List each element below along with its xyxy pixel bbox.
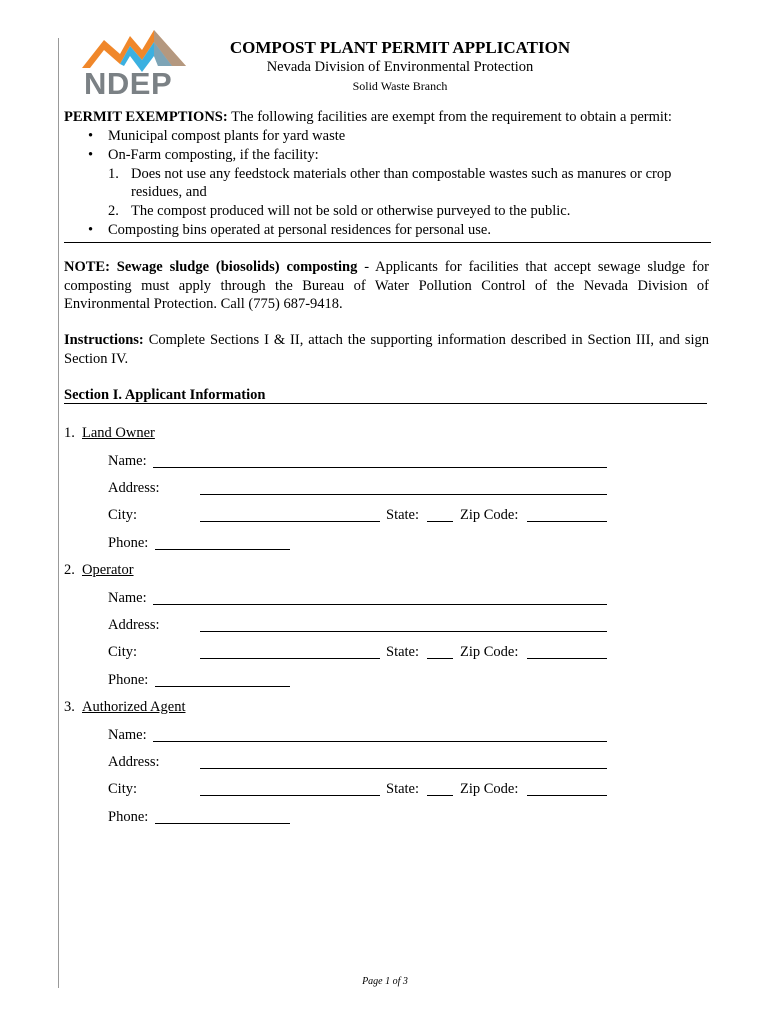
group-title-authorized-agent: Authorized Agent bbox=[82, 699, 186, 715]
address-label: Address: bbox=[108, 754, 160, 770]
agent-city-field[interactable] bbox=[200, 795, 380, 796]
city-label: City: bbox=[108, 781, 138, 797]
note-text: - Applicants for facilities that accept sewage sludge for composting must apply through the Bureau of Water Pollution Control of the Nevada Division of Environmental Protection. Call (775) 687-9418. bbox=[64, 259, 710, 312]
note-subject: Sewage sludge (biosolids) composting bbox=[116, 259, 358, 275]
divider bbox=[64, 242, 711, 243]
sub-item-number: 1. bbox=[108, 166, 119, 182]
group-number: 3. bbox=[64, 699, 75, 715]
operator-zip-field[interactable] bbox=[527, 658, 607, 659]
name-label: Name: bbox=[108, 590, 147, 606]
land-owner-zip-field[interactable] bbox=[527, 521, 607, 522]
address-label: Address: bbox=[108, 617, 160, 633]
operator-address-field[interactable] bbox=[200, 631, 607, 632]
logo-text: NDEP bbox=[84, 66, 173, 101]
bullet-bins: Composting bins operated at personal residences for personal use. bbox=[108, 222, 491, 238]
city-label: City: bbox=[108, 644, 138, 660]
name-label: Name: bbox=[108, 453, 147, 469]
left-margin-rule bbox=[58, 38, 59, 988]
agent-phone-field[interactable] bbox=[155, 823, 290, 824]
instructions-text: Complete Sections I & II, attach the supporting information described in Section III, and sign Section IV. bbox=[64, 332, 710, 367]
instructions-label: Instructions: bbox=[64, 332, 144, 348]
bullet-item: • bbox=[88, 147, 94, 163]
instructions-paragraph bbox=[64, 331, 709, 368]
zip-label: Zip Code: bbox=[460, 644, 519, 660]
state-label: State: bbox=[386, 644, 420, 660]
operator-phone-field[interactable] bbox=[155, 686, 290, 687]
page-title: COMPOST PLANT PERMIT APPLICATION bbox=[229, 38, 571, 57]
zip-label: Zip Code: bbox=[460, 507, 519, 523]
land-owner-state-field[interactable] bbox=[427, 521, 453, 522]
sub-item-compost-sale: The compost produced will not be sold or otherwise purveyed to the public. bbox=[131, 203, 571, 219]
city-label: City: bbox=[108, 507, 138, 523]
bullet-onfarm: On-Farm composting, if the facility: bbox=[108, 147, 319, 163]
sub-item-feedstock: Does not use any feedstock materials other than compostable wastes such as manures or crop bbox=[131, 166, 672, 182]
bullet-municipal: Municipal compost plants for yard waste bbox=[108, 128, 346, 144]
state-label: State: bbox=[386, 781, 420, 797]
group-number: 2. bbox=[64, 562, 75, 578]
sub-item-number: 2. bbox=[108, 203, 119, 219]
land-owner-name-field[interactable] bbox=[153, 467, 607, 468]
agent-zip-field[interactable] bbox=[527, 795, 607, 796]
group-title-land-owner: Land Owner bbox=[82, 425, 155, 441]
state-label: State: bbox=[386, 507, 420, 523]
exemptions-heading: PERMIT EXEMPTIONS: bbox=[64, 109, 228, 125]
group-title-operator: Operator bbox=[82, 562, 134, 578]
bullet-item: • bbox=[88, 222, 94, 238]
group-number: 1. bbox=[64, 425, 75, 441]
phone-label: Phone: bbox=[108, 535, 149, 551]
sub-item-feedstock-cont: residues, and bbox=[131, 184, 207, 200]
agent-name-field[interactable] bbox=[153, 741, 607, 742]
address-label: Address: bbox=[108, 480, 160, 496]
agency-name: Nevada Division of Environmental Protection bbox=[266, 59, 534, 75]
section-heading-rule bbox=[64, 403, 707, 404]
agent-address-field[interactable] bbox=[200, 768, 607, 769]
land-owner-phone-field[interactable] bbox=[155, 549, 290, 550]
name-label: Name: bbox=[108, 727, 147, 743]
section-heading: Section I. Applicant Information bbox=[64, 387, 266, 403]
operator-state-field[interactable] bbox=[427, 658, 453, 659]
exemptions-line bbox=[64, 108, 672, 127]
operator-name-field[interactable] bbox=[153, 604, 607, 605]
note-label: NOTE: bbox=[64, 259, 110, 275]
note-paragraph bbox=[64, 258, 709, 314]
land-owner-address-field[interactable] bbox=[200, 494, 607, 495]
agent-state-field[interactable] bbox=[427, 795, 453, 796]
phone-label: Phone: bbox=[108, 809, 149, 825]
operator-city-field[interactable] bbox=[200, 658, 380, 659]
land-owner-city-field[interactable] bbox=[200, 521, 380, 522]
phone-label: Phone: bbox=[108, 672, 149, 688]
bullet-item: • bbox=[88, 128, 94, 144]
page-number: Page 1 of 3 bbox=[362, 976, 408, 987]
exemptions-intro: The following facilities are exempt from the requirement to obtain a permit: bbox=[231, 109, 672, 125]
zip-label: Zip Code: bbox=[460, 781, 519, 797]
branch-name: Solid Waste Branch bbox=[352, 79, 448, 93]
